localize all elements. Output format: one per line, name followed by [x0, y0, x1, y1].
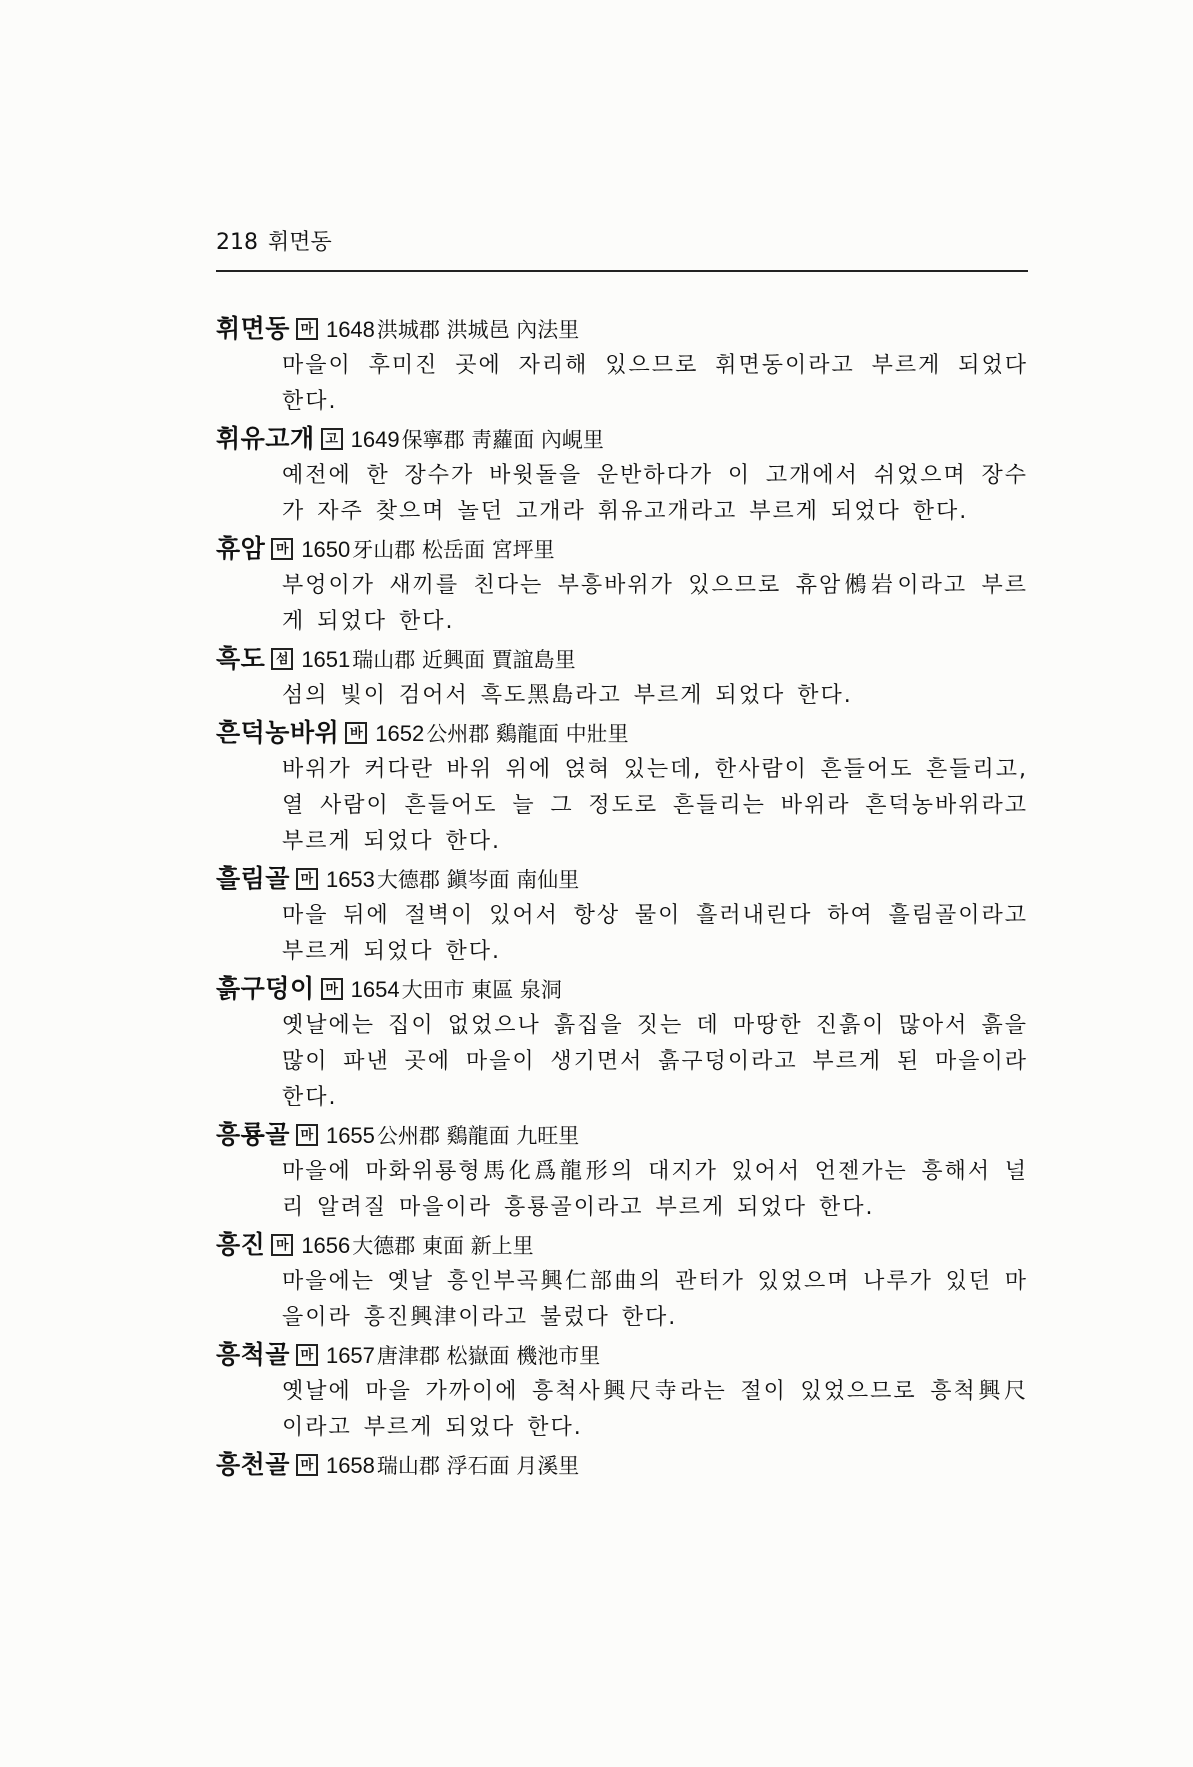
entry-number: 1651 [301, 647, 351, 672]
category-marker: 마 [271, 538, 293, 560]
category-marker: 마 [321, 978, 343, 1000]
entry [216, 860, 1028, 970]
entry-number: 1653 [325, 867, 375, 892]
entry-term: 흥룡골 [216, 1120, 290, 1149]
entry [216, 1116, 1028, 1226]
entry-number: 1650 [301, 537, 351, 562]
entry-location: 保寧郡 靑蘿面 內峴里 [401, 428, 604, 452]
entry-location: 大德郡 鎭岑面 南仙里 [376, 868, 580, 892]
entry-body: 옛날에는 집이 없었으나 흙집을 짓는 데 마땅한 진흙이 많아서 흙을 많이 파낸 곳에 마을이 생기면서 흙구덩이라고 부르게 된 마을이라 한다. [282, 1013, 1028, 1110]
entry [216, 310, 1028, 420]
running-head-title: 휘면동 [268, 230, 332, 255]
entry-head [216, 714, 1028, 752]
entry-head [216, 1226, 1028, 1264]
entry [216, 1336, 1028, 1446]
entry [216, 1446, 1028, 1484]
entry-body: 옛날에 마을 가까이에 흥척사興尺寺라는 절이 있었으므로 흥척興尺이라고 부르게 되었다 한다. [282, 1379, 1028, 1440]
category-marker: 바 [345, 722, 367, 744]
entry-head [216, 970, 1028, 1008]
entry-term: 휴암 [216, 534, 266, 563]
entry-term: 흥척골 [216, 1340, 290, 1369]
entry-term: 휘면동 [216, 314, 290, 343]
entry-term: 흥천골 [216, 1450, 290, 1479]
entry-number: 1657 [325, 1343, 375, 1368]
category-marker: 마 [271, 1234, 293, 1256]
entry-location: 公州郡 鷄龍面 九旺里 [376, 1124, 580, 1148]
entry-head [216, 1446, 1028, 1484]
entry-term: 휘유고개 [216, 424, 315, 453]
entry-body: 섬의 빛이 검어서 흑도黑島라고 부르게 되었다 한다. [282, 683, 853, 708]
entry-number: 1652 [375, 721, 425, 746]
entry-number: 1649 [350, 427, 400, 452]
entry [216, 420, 1028, 530]
entry-number: 1655 [325, 1123, 375, 1148]
category-marker: 마 [296, 1124, 318, 1146]
entry-term: 흑도 [216, 644, 266, 673]
entry-body: 마을에 마화위룡형馬化爲龍形의 대지가 있어서 언젠가는 흥해서 널리 알려질 마을이라 흥룡골이라고 부르게 되었다 한다. [282, 1159, 1028, 1220]
entry-term: 흙구덩이 [216, 974, 315, 1003]
entry-list [216, 310, 1028, 1484]
category-marker: 마 [296, 1344, 318, 1366]
entry-location: 大德郡 東面 新上里 [352, 1234, 534, 1258]
entry-head [216, 310, 1028, 348]
entry-head [216, 640, 1028, 678]
entry-term: 흘림골 [216, 864, 290, 893]
entry-head [216, 530, 1028, 568]
entry-body: 마을이 후미진 곳에 자리해 있으므로 휘면동이라고 부르게 되었다 한다. [282, 353, 1028, 414]
entry-head [216, 420, 1028, 458]
entry-term: 흥진 [216, 1230, 266, 1259]
entry [216, 714, 1028, 860]
category-marker: 섬 [271, 648, 293, 670]
entry-body: 마을 뒤에 절벽이 있어서 항상 물이 흘러내린다 하여 흘림골이라고 부르게 되었다 한다. [282, 903, 1028, 964]
page-number: 218 [216, 230, 258, 255]
entry-term: 흔덕농바위 [216, 718, 340, 747]
entry-body: 마을에는 옛날 흥인부곡興仁部曲의 관터가 있었으며 나루가 있던 마을이라 흥진興津이라고 불렀다 한다. [282, 1269, 1028, 1330]
entry-location: 公州郡 鷄龍面 中壯里 [426, 722, 629, 746]
entry-body: 바위가 커다란 바위 위에 얹혀 있는데, 한사람이 흔들어도 흔들리고, 열 사람이 흔들어도 늘 그 정도로 흔들리는 바위라 흔덕농바위라고 부르게 되었다 한다. [282, 757, 1028, 854]
entry-location: 牙山郡 松岳面 宮坪里 [352, 538, 555, 562]
category-marker: 고 [321, 428, 343, 450]
entry-location: 唐津郡 松嶽面 機池市里 [376, 1344, 601, 1368]
entry-body: 부엉이가 새끼를 친다는 부흥바위가 있으므로 휴암鵂岩이라고 부르게 되었다 한다. [282, 573, 1028, 634]
entry-body: 예전에 한 장수가 바윗돌을 운반하다가 이 고개에서 쉬었으며 장수가 자주 찾으며 놀던 고개라 휘유고개라고 부르게 되었다 한다. [282, 463, 1028, 524]
entry [216, 970, 1028, 1116]
category-marker: 마 [296, 318, 318, 340]
entry [216, 640, 1028, 714]
entry-number: 1656 [301, 1233, 351, 1258]
entry-head [216, 860, 1028, 898]
entry-number: 1658 [325, 1453, 375, 1478]
category-marker: 마 [296, 868, 318, 890]
entry-location: 大田市 東區 泉洞 [401, 978, 562, 1002]
entry-number: 1648 [325, 317, 375, 342]
entry-location: 洪城郡 洪城邑 內法里 [376, 318, 580, 342]
category-marker: 마 [296, 1454, 318, 1476]
entry-location: 瑞山郡 近興面 賈誼島里 [352, 648, 576, 672]
entry [216, 530, 1028, 640]
running-header [216, 228, 1028, 272]
entry-number: 1654 [350, 977, 400, 1002]
entry-location: 瑞山郡 浮石面 月溪里 [376, 1454, 580, 1478]
entry [216, 1226, 1028, 1336]
entry-head [216, 1116, 1028, 1154]
entry-head [216, 1336, 1028, 1374]
